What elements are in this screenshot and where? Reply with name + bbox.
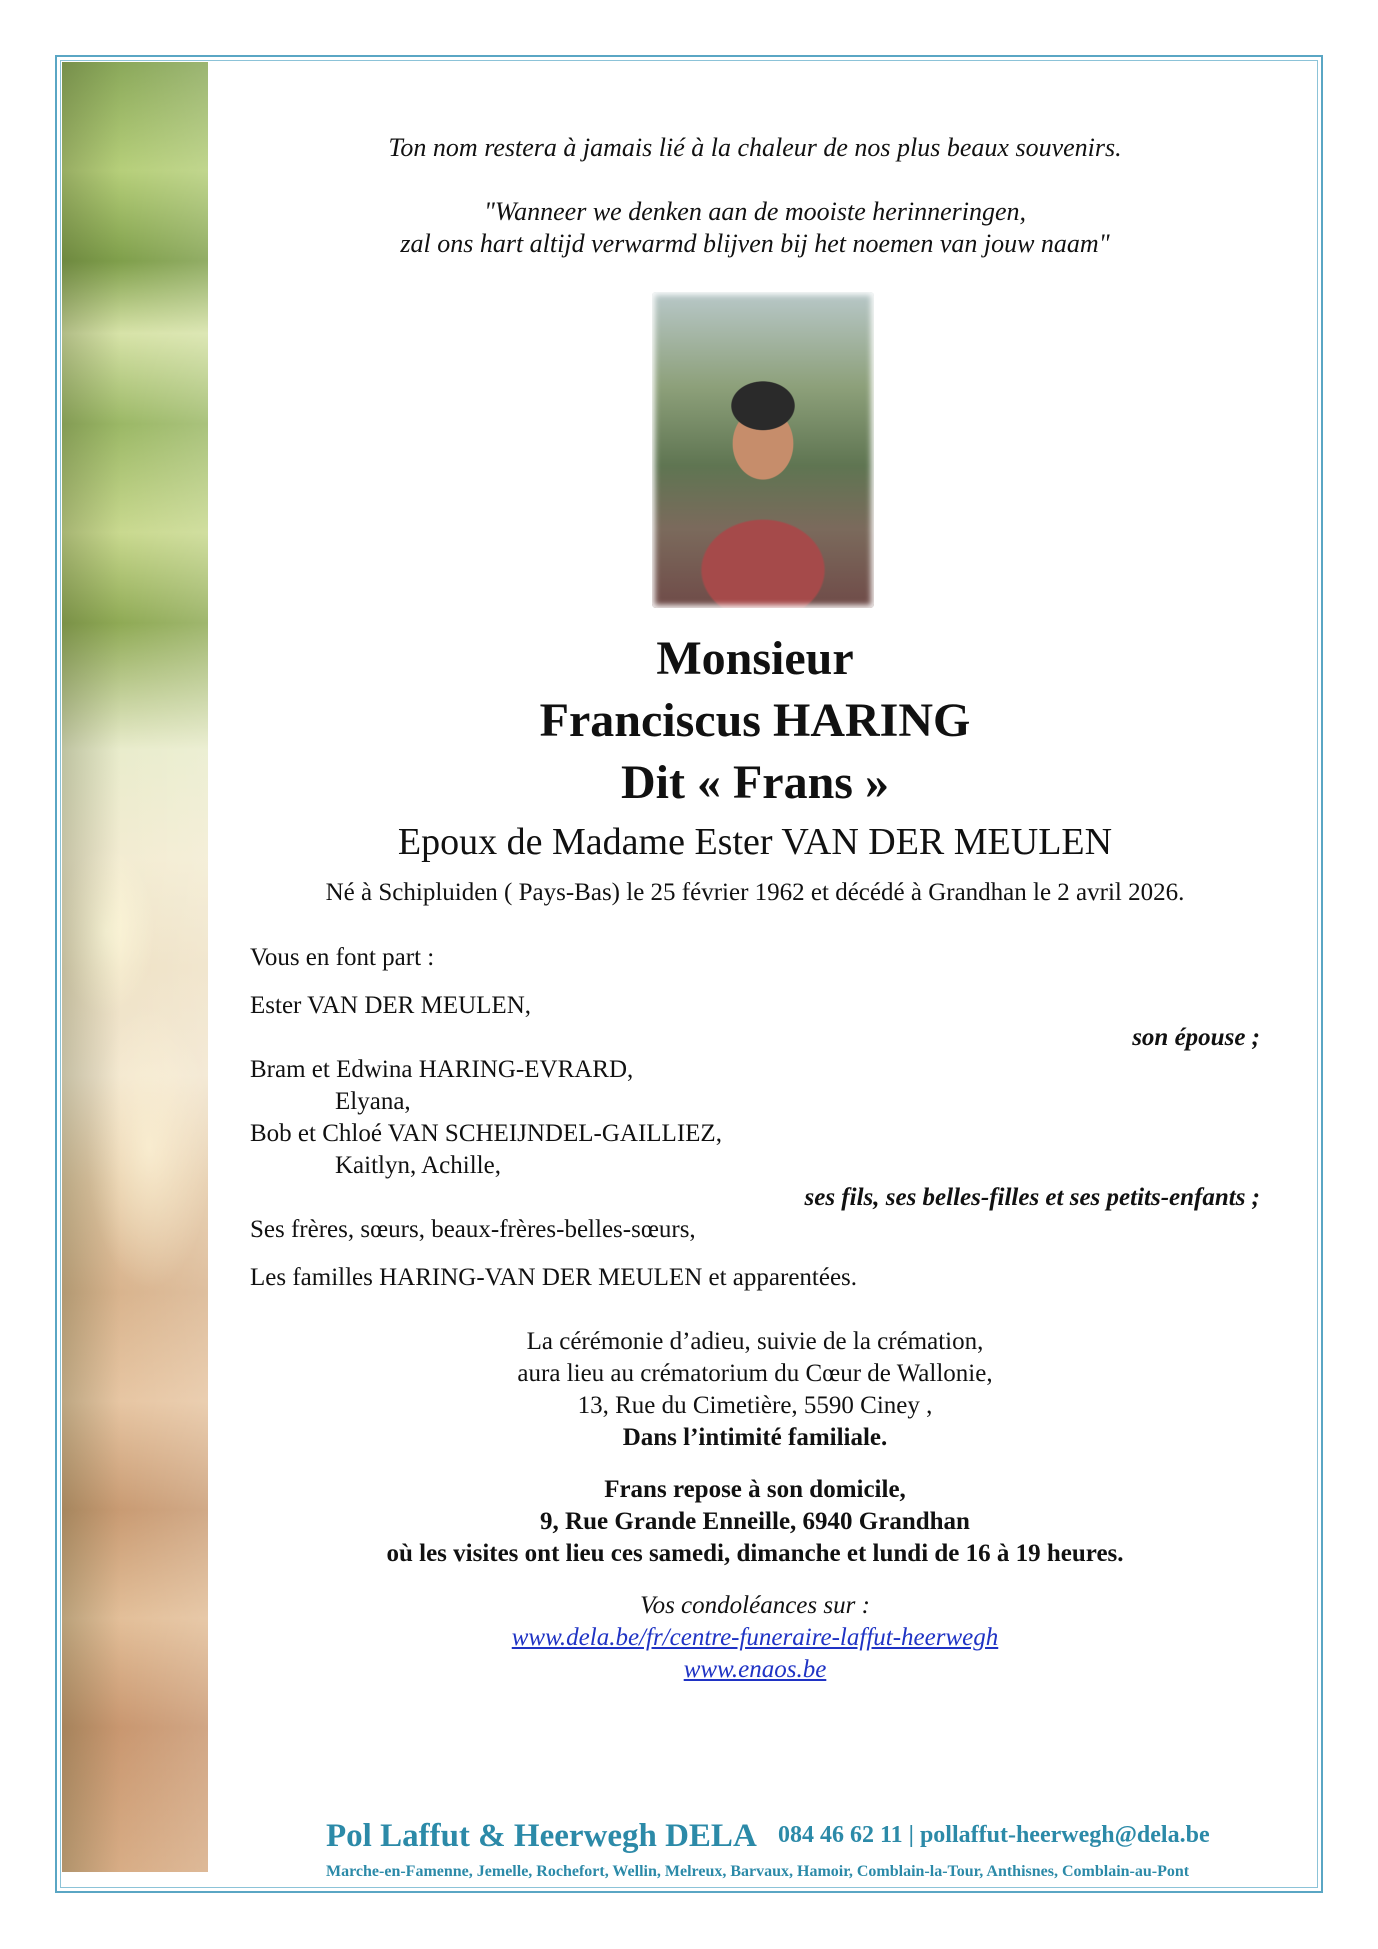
grandchildren-2: Kaitlyn, Achille, [335, 1152, 501, 1179]
ceremony-line-2: aura lieu au crématorium du Cœur de Wallonie, [517, 1360, 993, 1387]
visits-line-1: Frans repose à son domicile, [604, 1476, 906, 1503]
quote-dutch-line-1: "Wanneer we denken aan de mooiste herinneringen, [483, 197, 1027, 226]
forest-path-image [62, 62, 208, 1872]
birth-death-dates: Né à Schipluiden ( Pays-Bas) le 25 février 1962 et décédé à Grandhan le 2 avril 2026. [325, 879, 1185, 906]
grandchildren-1: Elyana, [335, 1088, 411, 1115]
quote-dutch-line-2: zal ons hart altijd verwarmd blijven bij het noemen van jouw naam" [400, 229, 1110, 258]
visits-line-2: 9, Rue Grande Enneille, 6940 Grandhan [540, 1508, 970, 1535]
child-family-2: Bob et Chloé VAN SCHEIJNDEL-GAILLIEZ, [250, 1120, 722, 1147]
deceased-name: Franciscus HARING [539, 694, 971, 747]
funeral-home-logo: Pol Laffut & Heerwegh DELA [326, 1818, 757, 1854]
condolences-label: Vos condoléances sur : [640, 1592, 870, 1619]
funeral-home-locations: Marche-en-Famenne, Jemelle, Rochefort, Wellin, Melreux, Barvaux, Hamoir, Comblain-la-Tour, Anthisnes, Comblain-au-Pont [326, 1863, 1190, 1880]
ceremony-line-1: La cérémonie d’adieu, suivie de la crémation, [526, 1328, 984, 1355]
spouse-name: Ester VAN DER MEULEN, [250, 992, 532, 1019]
funeral-home-contact: 084 46 62 11 | pollaffut-heerwegh@dela.be [778, 1822, 1210, 1848]
condolences-link-enaos[interactable]: www.enaos.be [683, 1656, 827, 1683]
condolences-link-dela[interactable]: www.dela.be/fr/centre-funeraire-laffut-heerwegh [511, 1624, 999, 1651]
ceremony-note: Dans l’intimité familiale. [622, 1424, 888, 1451]
quote-french: Ton nom restera à jamais lié à la chaleur de nos plus beaux souvenirs. [388, 133, 1122, 162]
portrait-photo [652, 292, 874, 608]
families-line: Les familles HARING-VAN DER MEULEN et apparentées. [250, 1264, 858, 1291]
child-family-1: Bram et Edwina HARING-EVRARD, [250, 1056, 634, 1083]
deceased-nickname: Dit « Frans » [621, 756, 889, 809]
ceremony-line-3: 13, Rue du Cimetière, 5590 Ciney , [577, 1392, 933, 1419]
family-intro: Vous en font part : [250, 944, 435, 971]
spouse-line: Epoux de Madame Ester VAN DER MEULEN [397, 821, 1113, 863]
spouse-role: son épouse ; [1132, 1024, 1260, 1051]
children-role: ses fils, ses belles-filles et ses petits-enfants ; [804, 1184, 1260, 1211]
deceased-title: Monsieur [656, 632, 854, 685]
siblings-line: Ses frères, sœurs, beaux-frères-belles-sœurs, [250, 1216, 696, 1243]
visits-line-3: où les visites ont lieu ces samedi, dimanche et lundi de 16 à 19 heures. [386, 1540, 1124, 1567]
